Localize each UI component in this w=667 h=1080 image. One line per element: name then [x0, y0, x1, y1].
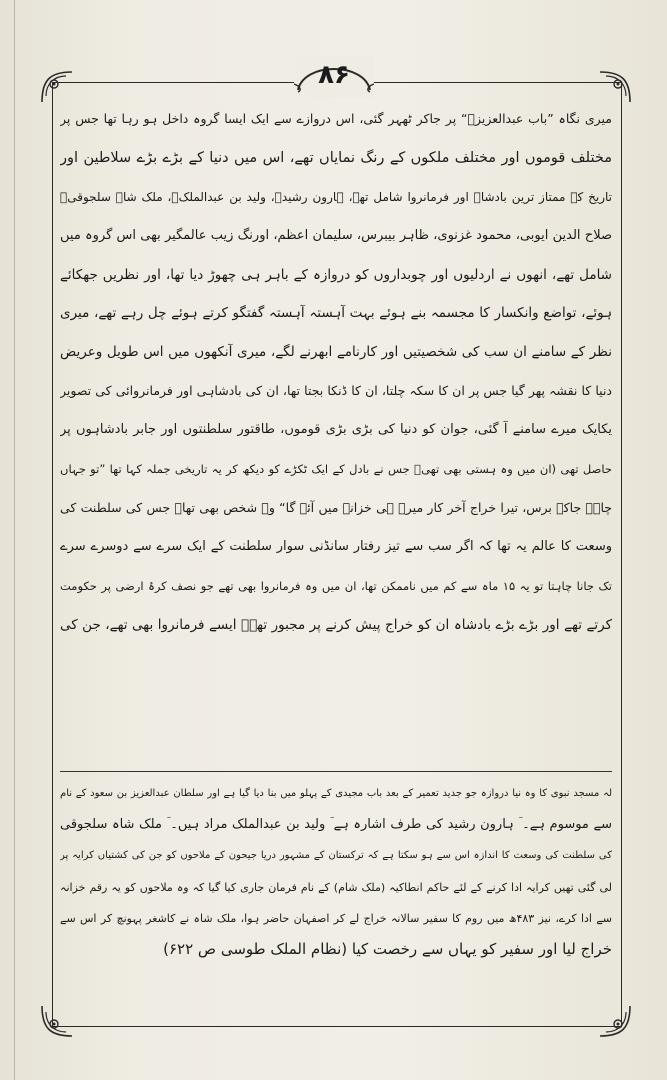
corner-ornament-icon — [598, 1004, 632, 1038]
page-edge-line — [14, 0, 15, 1080]
text-line: وسعت کا عالم یہ تھا کہ اگر سب سے تیز رفتار سانڈنی سوار سلطنت کے ایک سرے سے دوسرے سرے — [60, 538, 612, 554]
text-line: شامل تھے، انھوں نے اردلیوں اور چوبداروں کو دروازہ کے باہر ہی چھوڑ دیا تھا، اور نظریں جھکائے — [60, 266, 612, 283]
main-text — [60, 100, 612, 644]
page-number: ۸۶ — [318, 60, 350, 90]
text-line: تاریخ کے ممتاز ترین بادشاہ اور فرمانروا شامل تھے، ہارون رشیدؔ، ولید بن عبدالملکؔ، ملک شاہ سلجوقیؔ — [60, 189, 612, 204]
footnote-line: سے موسوم ہے۔ ؔ ہارون رشید کی طرف اشارہ ہے ؔ ولید بن عبدالملک مراد ہیں۔ ؔ ملک شاہ سلجوقی — [60, 817, 612, 833]
text-line: یکایک میرے سامنے آ گئی، جوان کو دنیا کی بڑی بڑی قوموں، طاقتور سلطنتوں اور جابر بادشاہوں پر — [60, 422, 612, 438]
text-line: صلاح الدین ایوبی، محمود غزنوی، ظاہر بیبرس، سلیمان اعظم، اورنگ زیب عالمگیر بھی اس گروہ میں — [60, 227, 612, 243]
page-number-cartouche — [294, 56, 374, 98]
footnotes — [60, 778, 612, 965]
text-line: ہوئے، تواضع وانکسار کا مجسمہ بنے ہوئے بہت آہستہ آہستہ گفتگو کرتے ہوئے چل رہے تھے، میری — [60, 305, 612, 322]
text-line: حاصل تھی (ان میں وہ ہستی بھی تھیؔ جس نے بادل کے ایک ٹکڑے کو دیکھ کر یہ تاریخی جملہ کہا تھا ”تو جہاں — [60, 462, 612, 477]
footnote-line: کی سلطنت کی وسعت کا اندازہ اس سے ہو سکتا ہے کہ ترکستان کے مشہور دریا جیحون کے ملاحوں کو جن کی کشتیاں کرایہ پر — [60, 850, 612, 862]
text-line: میری نگاہ ”باب عبدالعزیزؔ“ پر جاکر ٹھہر گئی، اس دروازے سے ایک ایسا گروہ داخل ہو رہا تھا جس پر — [60, 111, 612, 126]
text-line: مختلف قوموں اور مختلف ملکوں کے رنگ نمایاں تھے، اس میں دنیا کے بڑے بڑے سلاطین اور — [60, 149, 612, 166]
text-line: چاہے جاکے برس، تیرا خراج آخر کار میرے ہی خزانہ میں آئے گا“ وہ شخص بھی تھاؔ جس کی سلطنت کی — [60, 499, 612, 515]
text-line: کرتے تھے اور بڑے بڑے بادشاہ ان کو خراج پیش کرنے پر مجبور تھےؔ ایسے فرمانروا بھی تھے، جن کی — [60, 616, 612, 633]
footnote-line: سے ادا کرے، نیز ۴۸۳ھ میں روم کا سفیر سالانہ خراج لے کر اصفہان حاضر ہوا، ملک شاہ نے کاشغر پہونچ کر اس سے — [60, 911, 612, 925]
corner-ornament-icon — [40, 70, 74, 104]
text-line: دنیا کا نقشہ پھر گیا جس پر ان کا سکہ چلتا، ان کا ڈنکا بجتا تھا، ان کی بادشاہی اور فرمانروائی کی تصویر — [60, 383, 612, 399]
corner-ornament-icon — [40, 1004, 74, 1038]
text-line: تک جانا چاہتا تو یہ ۱۵ ماہ سے کم میں ناممکن تھا، ان میں وہ فرمانروا بھی تھے جو نصف کرۂ ارضی پر حکومت — [60, 578, 612, 593]
corner-ornament-icon — [598, 70, 632, 104]
footnote-divider — [60, 771, 612, 772]
footnote-line: خراج لیا اور سفیر کو یہاں سے رخصت کیا (نظام الملک طوسی ص ۶۲۲) — [163, 939, 612, 958]
text-line: نظر کے سامنے ان سب کی شخصیتیں اور کارنامے ابھرنے لگے، میری آنکھوں میں اس طویل وعریض — [60, 344, 612, 361]
footnote-line: لہ مسجد نبوی کا وہ نیا دروازہ جو جدید تعمیر کے بعد باب مجیدی کے پہلو میں بنا دیا گیا ہے اور سلطان عبدالعزیز بن سعود کے نام — [60, 788, 612, 799]
footnote-line: لی گئی تھیں کرایہ ادا کرنے کے لئے حاکم انطاکیہ (ملک شام) کے نام فرمان جاری کیا گیا کہ وہ ملاحوں کو یہ رقم خزانہ — [60, 880, 612, 894]
